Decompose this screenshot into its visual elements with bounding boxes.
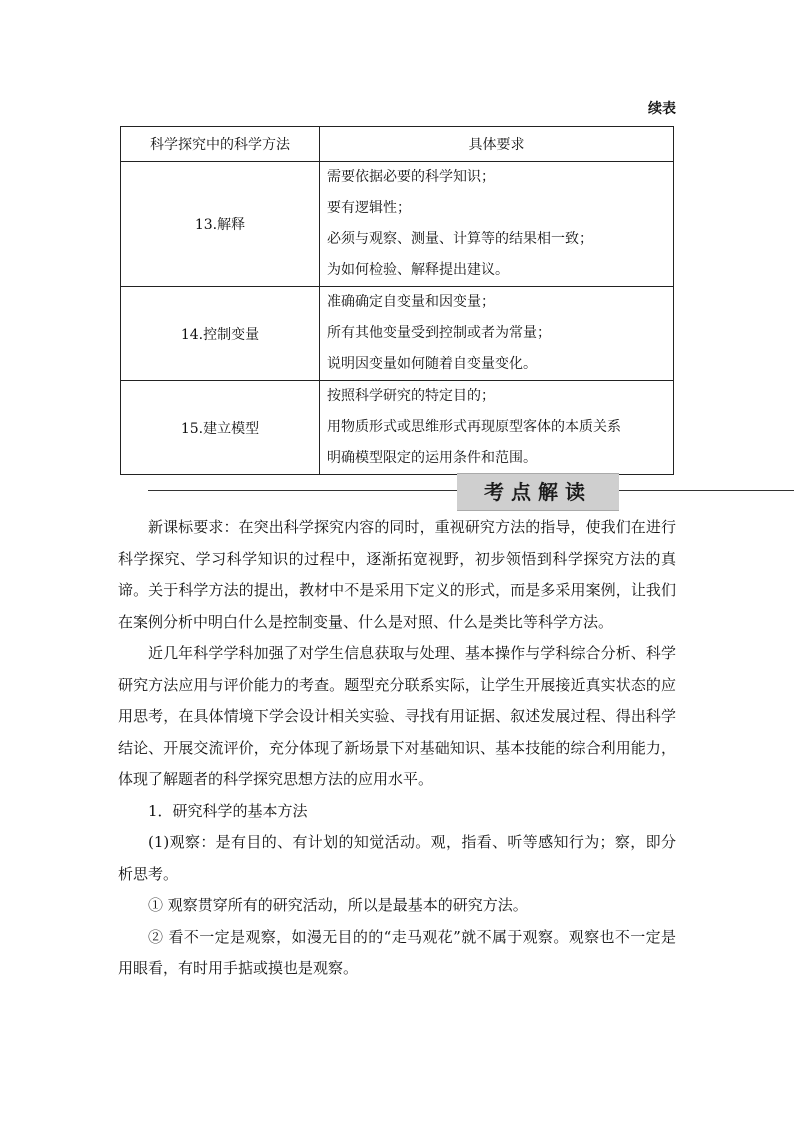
paragraph: 新课标要求：在突出科学探究内容的同时，重视研究方法的指导，使我们在进行科学探究、学习科学知识的过程中，逐渐拓宽视野，初步领悟到科学探究方法的真谛。关于科学方法的提出，教材中不是采用下定义的形式，而是多采用案例，让我们在案例分析中明白什么是控制变量、什么是对照、什么是类比等科学方法。 [118,518,676,631]
method-cell: 13.解释 [121,162,320,287]
requirements-cell [320,381,674,475]
requirement-line: 说明因变量如何随着自变量变化。 [327,356,537,372]
requirements-cell [320,287,674,381]
requirement-line: 必须与观察、测量、计算等的结果相一致； [327,231,593,247]
requirement-line: 按照科学研究的特定目的； [327,388,495,404]
section-title: 考点解读 [457,473,619,511]
header-method: 科学探究中的科学方法 [121,127,320,162]
table-row [121,162,674,287]
requirement-line: 明确模型限定的运用条件和范围。 [327,450,537,466]
continued-label: 续表 [648,101,676,117]
method-cell: 14.控制变量 [121,287,320,381]
table-header-row [121,127,674,162]
requirement-line: 准确确定自变量和因变量； [327,294,495,310]
requirement-line: 为如何检验、解释提出建议。 [327,262,509,278]
body-text [118,512,676,985]
requirement-line: 所有其他变量受到控制或者为常量； [327,325,551,341]
requirement-line: 用物质形式或思维形式再现原型客体的本质关系 [327,419,621,435]
section-heading: 1．研究科学的基本方法 [148,801,308,820]
method-cell: 15.建立模型 [121,381,320,475]
paragraph: ② 看不一定是观察，如漫无目的的“走马观花”就不属于观察。观察也不一定是用眼看，有时用手掂或摸也是观察。 [118,927,676,977]
header-requirements: 具体要求 [320,127,674,162]
table-row [121,381,674,475]
methods-table [120,126,674,475]
requirement-line: 要有逻辑性； [327,200,411,216]
requirement-line: 需要依据必要的科学知识； [327,169,495,185]
table-row [121,287,674,381]
paragraph: 近几年科学学科加强了对学生信息获取与处理、基本操作与学科综合分析、科学研究方法应用与评价能力的考查。题型充分联系实际，让学生开展接近真实状态的应用思考，在具体情境下学会设计相关实验、寻找有用证据、叙述发展过程、得出科学结论、开展交流评价，充分体现了新场景下对基础知识、基本技能的综合利用能力，体现了解题者的科学探究思想方法的应用水平。 [118,644,676,788]
requirements-cell [320,162,674,287]
paragraph: (1)观察：是有目的、有计划的知觉活动。观，指看、听等感知行为；察，即分析思考。 [118,833,676,883]
paragraph: ① 观察贯穿所有的研究活动，所以是最基本的研究方法。 [148,896,528,914]
